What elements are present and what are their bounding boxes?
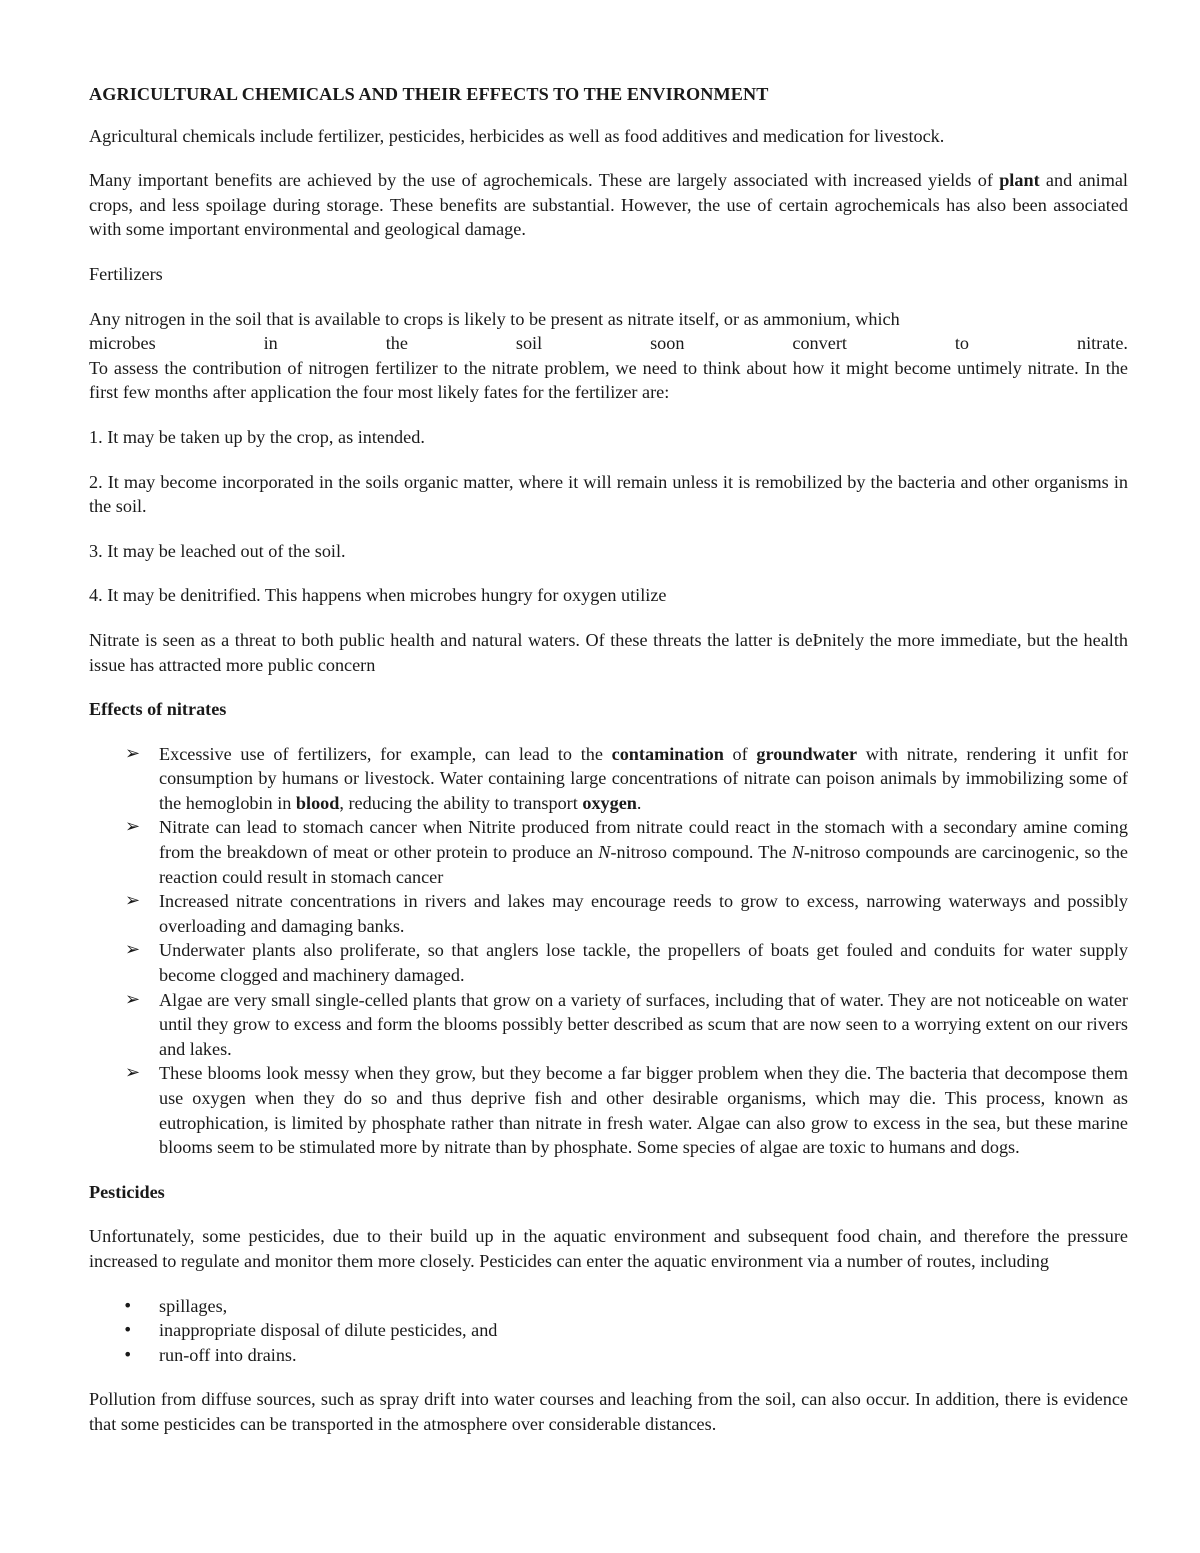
effects-heading: Effects of nitrates (89, 699, 227, 720)
bullet-icon: • (123, 1295, 133, 1315)
arrow-bullet-icon: ➢ (125, 939, 141, 961)
fate-item: 2. It may become incorporated in the soils organic matter, where it will remain unless it is remobilized by the bacteria and other organisms in the soil. (89, 471, 1128, 517)
bullet-icon: • (123, 1344, 133, 1364)
effect-italic-term: N (791, 842, 804, 863)
nitrate-threat-paragraph: Nitrate is seen as a threat to both public health and natural waters. Of these threats the latter is deÞnitely the more immediate, but the health issue has attracted more public concern (89, 629, 1128, 675)
effect-text: -nitroso compounds are carcinogenic, so the reaction could result in stomach cancer (159, 842, 1128, 887)
effect-text: . (636, 792, 642, 813)
nitrogen-line-1: Any nitrogen in the soil that is available to crops is likely to be present as nitrate itself, or as ammonium, which (89, 308, 900, 329)
effect-italic-term: N (598, 842, 611, 863)
bullet-icon: • (123, 1320, 133, 1340)
benefits-text-1: Many important benefits are achieved by the use of agrochemicals. These are largely associated with increased yields of (89, 170, 1000, 191)
document-title: AGRICULTURAL CHEMICALS AND THEIR EFFECTS TO THE ENVIRONMENT (89, 84, 769, 104)
pesticides-heading: Pesticides (89, 1181, 165, 1202)
effects-list-item (125, 889, 1128, 938)
routes-list (89, 1294, 1128, 1368)
nitrogen-line-2 (89, 331, 1128, 356)
effects-list-item (125, 1061, 1128, 1159)
arrow-bullet-icon: ➢ (125, 890, 141, 912)
route-text: run-off into drains. (159, 1344, 297, 1365)
effects-list-item (125, 742, 1128, 816)
routes-list-item (123, 1343, 1128, 1368)
routes-list-item (123, 1318, 1128, 1343)
effects-list-item (125, 938, 1128, 987)
effect-bold-term: contamination (611, 743, 724, 764)
nitrogen-word: in (263, 333, 278, 354)
effect-text: Excessive use of fertilizers, for example, can lead to the (159, 743, 612, 764)
effect-bold-term: oxygen (582, 792, 637, 813)
nitrogen-word: nitrate. (1076, 333, 1128, 354)
route-text: inappropriate disposal of dilute pesticides, and (159, 1320, 498, 1341)
effect-text: Algae are very small single-celled plants that grow on a variety of surfaces, including that of water. They are not noticeable on water until they grow to excess and form the blooms possibly better described as scum that are now seen to a worrying extent on our rivers and lakes. (159, 989, 1128, 1059)
effect-bold-term: groundwater (756, 743, 858, 764)
effects-list-item (125, 988, 1128, 1062)
nitrogen-paragraph (89, 307, 1128, 405)
effects-list (89, 742, 1128, 1160)
fertilizers-heading: Fertilizers (89, 263, 163, 284)
effect-text: of (723, 743, 757, 764)
nitrogen-word: soon (650, 333, 685, 354)
nitrogen-word: convert (792, 333, 847, 354)
effect-bold-term: blood (295, 792, 340, 813)
arrow-bullet-icon: ➢ (125, 988, 141, 1010)
fate-item: 4. It may be denitrified. This happens when microbes hungry for oxygen utilize (89, 585, 667, 606)
effect-text: Increased nitrate concentrations in rivers and lakes may encourage reeds to grow to excess, narrowing waterways and possibly overloading and damaging banks. (159, 891, 1128, 936)
nitrogen-rest: To assess the contribution of nitrogen fertilizer to the nitrate problem, we need to think about how it might become untimely nitrate. In the first few months after application the four most likely fates for the fertilizer are: (89, 357, 1128, 403)
arrow-bullet-icon: ➢ (125, 816, 141, 838)
effect-text: Underwater plants also proliferate, so that anglers lose tackle, the propellers of boats get fouled and conduits for water supply become clogged and machinery damaged. (159, 940, 1128, 986)
effect-text: These blooms look messy when they grow, but they become a far bigger problem when they die. The bacteria that decompose them use oxygen when they do so and thus deprive fish and other desirable organisms, which may die. This process, known as eutrophication, is limited by phosphate rather than nitrate in fresh water. Algae can also grow to excess in the sea, but these marine blooms seem to be stimulated more by nitrate than by phosphate. Some species of algae are toxic to humans and dogs. (159, 1063, 1128, 1158)
intro-paragraph: Agricultural chemicals include fertilizer, pesticides, herbicides as well as food additives and medication for livestock. (89, 125, 945, 146)
fate-item: 1. It may be taken up by the crop, as intended. (89, 426, 425, 447)
effect-text: with nitrate, rendering it unfit for consumption by humans or livestock. Water containing large concentrations of nitrate can poison animals by immobilizing some of the hemoglobin in (159, 743, 1128, 813)
arrow-bullet-icon: ➢ (125, 1062, 141, 1084)
effects-list-item (125, 815, 1128, 889)
pollution-paragraph: Pollution from diffuse sources, such as spray drift into water courses and leaching from the soil, can also occur. In addition, there is evidence that some pesticides can be transported in the atmosphere over considerable distances. (89, 1389, 1128, 1434)
benefits-bold-plant: plant (999, 170, 1040, 191)
nitrogen-word: microbes (89, 333, 156, 354)
benefits-paragraph (89, 168, 1128, 242)
nitrogen-word: soil (515, 333, 543, 354)
effect-text: , reducing the ability to transport (339, 792, 583, 813)
pesticides-intro-paragraph: Unfortunately, some pesticides, due to their build up in the aquatic environment and subsequent food chain, and therefore the pressure increased to regulate and monitor them more closely. Pesticides can enter the aquatic environment via a number of routes, including (89, 1226, 1128, 1271)
effect-text: -nitroso compound. The (610, 842, 792, 863)
arrow-bullet-icon: ➢ (125, 742, 141, 764)
effect-text: Nitrate can lead to stomach cancer when Nitrite produced from nitrate could react in the stomach with a secondary amine coming from the breakdown of meat or other protein to produce an (159, 817, 1128, 863)
routes-list-item (123, 1294, 1128, 1319)
route-text: spillages, (159, 1295, 228, 1316)
nitrogen-word: to (954, 333, 970, 354)
fate-item: 3. It may be leached out of the soil. (89, 540, 346, 561)
benefits-text-2: and animal crops, and less spoilage during storage. These benefits are substantial. However, the use of certain agrochemicals has also been associated with some important environmental and geological damage. (89, 170, 1128, 240)
nitrogen-word: the (385, 333, 408, 354)
